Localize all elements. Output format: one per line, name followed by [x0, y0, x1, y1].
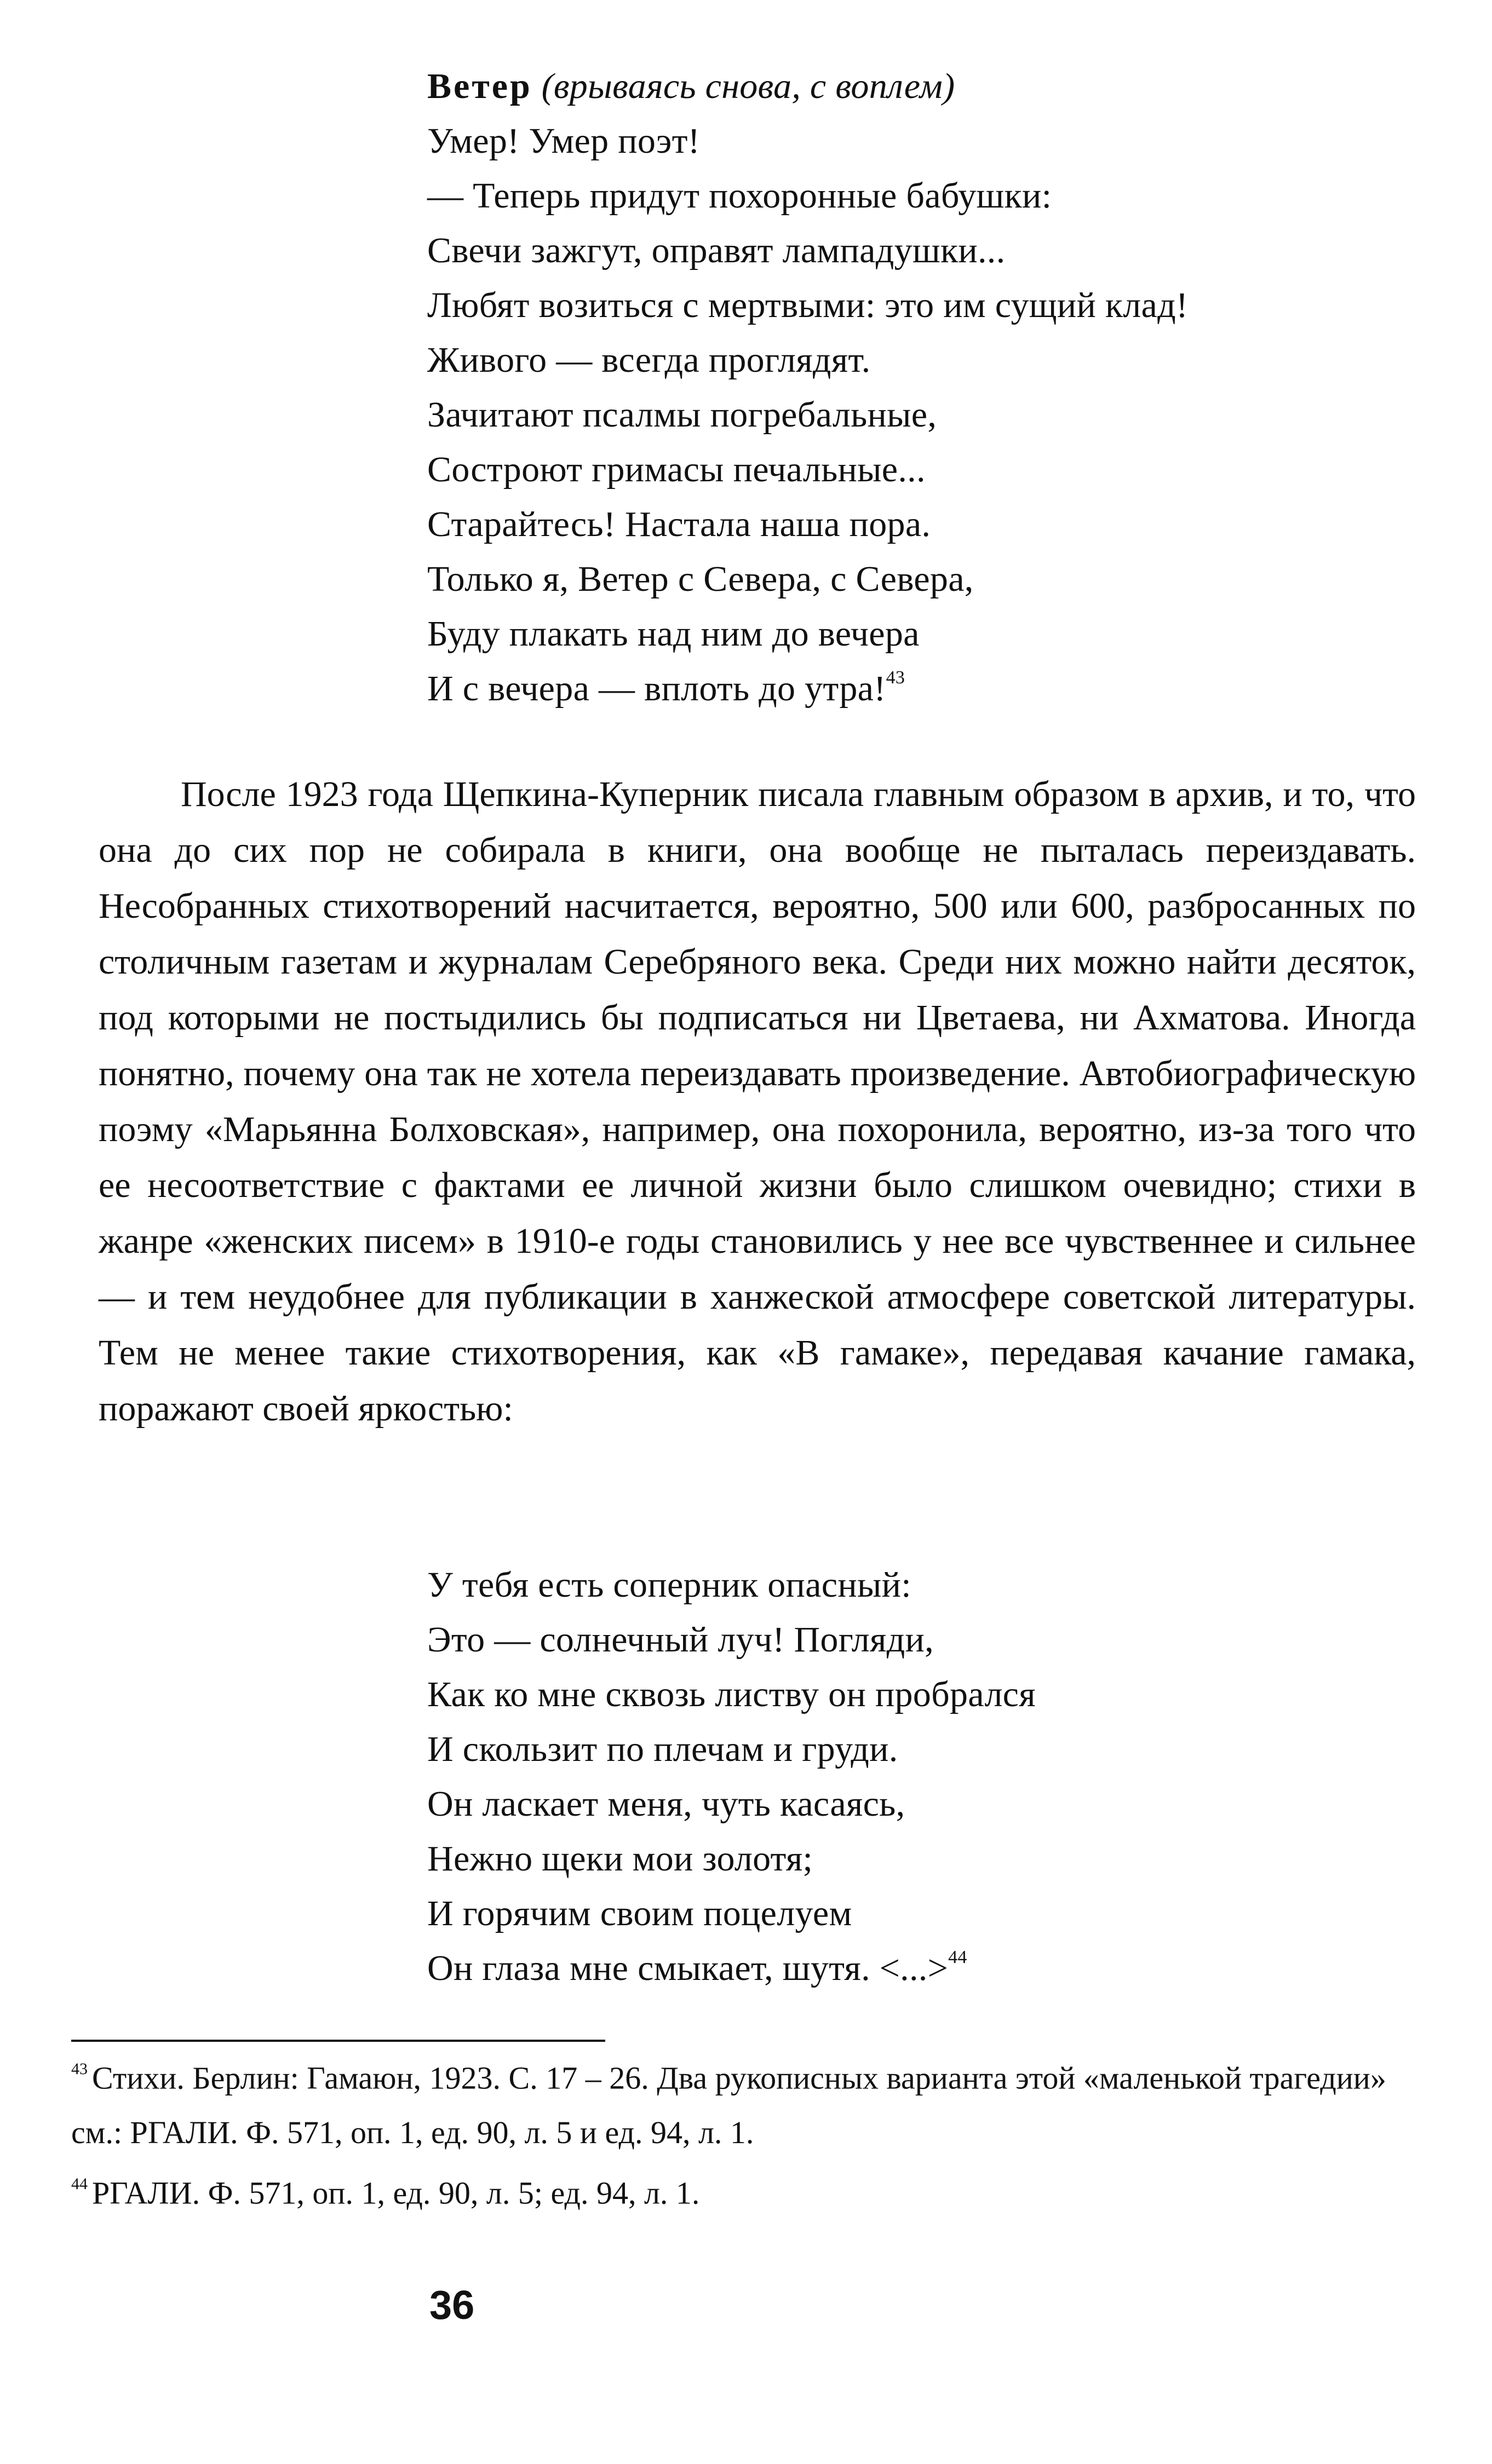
- poem-line: И скользит по плечам и груди.: [427, 1729, 898, 1769]
- poem-line-text: Он глаза мне смыкает, шутя. <...>: [427, 1948, 949, 1988]
- footnote-text: Стихи. Берлин: Гамаюн, 1923. С. 17 – 26. Два рукописных варианта этой «маленькой трагедии» см.: РГАЛИ. Ф. 571, оп. 1, ед. 90, л. 5 и ед. 94, л. 1.: [71, 2060, 1386, 2151]
- poem-line: Свечи зажгут, оправят лампадушки...: [427, 231, 1006, 270]
- poem-line-last: [427, 661, 1188, 716]
- poem-line-text: И с вечера — вплоть до утра!: [427, 669, 886, 709]
- poem-line: Умер! Умер поэт!: [427, 121, 701, 161]
- poem-line: Любят возиться с мертвыми: это им сущий клад!: [427, 285, 1189, 325]
- poem-line: — Теперь придут похоронные бабушки:: [427, 176, 1052, 216]
- speaker-name: Ветер: [427, 66, 532, 106]
- poem-line: И горячим своим поцелуем: [427, 1893, 852, 1933]
- body-paragraph: После 1923 года Щепкина-Куперник писала главным образом в архив, и то, что она до сих пор не собирала в книги, она вообще не пыталась переиздавать. Несобранных стихотворений насчитается, вероятно, 500 или 600, разбросанных по столичным газетам и журналам Серебряного века. Среди них можно найти десяток, под которыми не постыдились бы подписаться ни Цветаева, ни Ахматова. Иногда понятно, почему она так не хотела переиздавать произведение. Автобиографическую поэму «Марьянна Болховская», например, она похоронила, вероятно, из-за того что ее несоответствие с фактами ее личной жизни было слишком очевидно; стихи в жанре «женских писем» в 1910-е годы становились у нее все чувственнее и сильнее — и тем неудобнее для публикации в ханжеской атмосфере советской литературы. Тем не менее такие стихотворения, как «В гамаке», передавая качание гамака, поражают своей яркостью:: [99, 774, 1416, 1429]
- poem-wind-monologue: [427, 59, 1188, 716]
- stage-direction: (врываясь снова, с воплем): [541, 66, 955, 106]
- poem-line-last: [427, 1941, 1036, 1996]
- page-number: 36: [429, 2282, 475, 2328]
- poem-line: У тебя есть соперник опасный:: [427, 1565, 911, 1605]
- footnote-text: РГАЛИ. Ф. 571, оп. 1, ед. 90, л. 5; ед. 94, л. 1.: [92, 2175, 700, 2211]
- footnote-divider: [71, 2040, 605, 2042]
- footnotes: [71, 2045, 1419, 2221]
- poem-line: Только я, Ветер с Севера, с Севера,: [427, 559, 974, 599]
- footnote-number: 44: [71, 2175, 88, 2194]
- footnote-44: [71, 2160, 1419, 2220]
- footnote-ref-43[interactable]: 43: [886, 667, 905, 688]
- poem-line: Зачитают псалмы погребальные,: [427, 395, 937, 435]
- poem-line: Это — солнечный луч! Погляди,: [427, 1620, 934, 1660]
- poem-line: Он ласкает меня, чуть касаясь,: [427, 1784, 905, 1824]
- footnote-number: 43: [71, 2060, 88, 2078]
- poem-line: Как ко мне сквозь листву он пробрался: [427, 1674, 1036, 1714]
- poem-line: Старайтесь! Настала наша пора.: [427, 504, 931, 544]
- poem-line: Нежно щеки мои золотя;: [427, 1839, 813, 1879]
- poem-in-hammock: [427, 1558, 1036, 1996]
- poem-line: Состроют гримасы печальные...: [427, 450, 926, 490]
- poem-line: Живого — всегда проглядят.: [427, 340, 871, 380]
- poem-line: Буду плакать над ним до вечера: [427, 614, 920, 654]
- footnote-ref-44[interactable]: 44: [948, 1947, 967, 1967]
- poem-header: [427, 59, 1188, 114]
- footnote-43: [71, 2045, 1419, 2160]
